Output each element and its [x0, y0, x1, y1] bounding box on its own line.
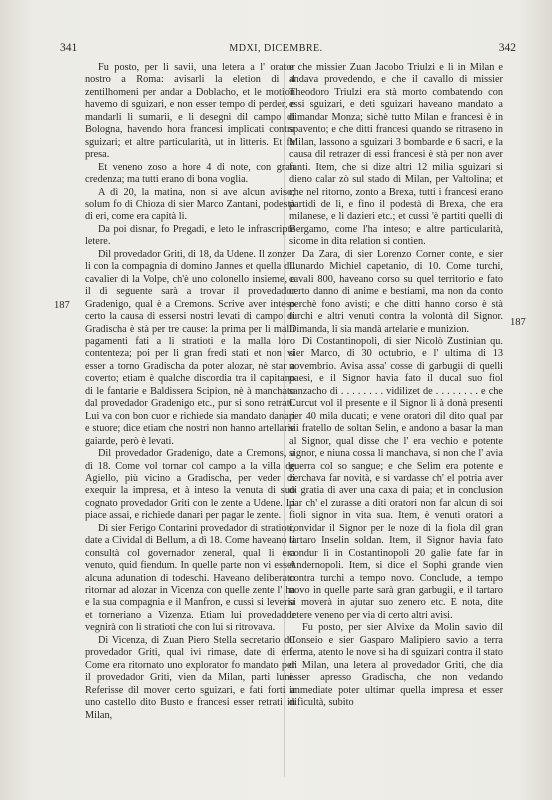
running-header: [0, 42, 552, 58]
paragraph: Fu posto, per li savii, una letera a l' orator nostro a Roma: avisarli la eletion di 4 zentilhomeni per andar a Doblacho, et le motion havemo di sguizari, e non esser tempo di perder, e mandarli li sumarii, e li desegni dil campo di Bologna, havendo hora francesi implicati contra sguizari; et altre particularità, ut in litteris. Et fu presa.: [85, 62, 295, 161]
right-text-column: [289, 62, 503, 710]
margin-number-left: 187: [54, 300, 70, 311]
paragraph: Da Zara, di sier Lorenzo Corner conte, e sier Lunardo Michiel capetanio, di 10. Come turchi, cavali 800, haveano corso su quel territorio e fato certo danno di anime e bestiami, ma non da conto perchè fono avisti; e che ditti hanno corso è stà turchi e altri venuti contra la volontà dil Signor. Dimanda, li sia mandà artelarie e munizion.: [289, 248, 503, 335]
margin-number-right: 187: [510, 317, 526, 328]
paragraph: Et veneno zoso a hore 4 di note, con gran credenza; ma tutti erano di bona voglia.: [85, 161, 295, 186]
left-text-column: [85, 62, 295, 722]
paragraph: Di Costantinopoli, di sier Nicolò Zustinian qu. sier Marco, di 30 octubrio, e l' ultima di 13 novembrio. Avisa assa' cosse di garbugii di quelli paesi, e il Signor havia fato il ducal suo fiol sanzacho di . . . . . . . . vidilizet de . . . . . . . . e che Curcut vol il presente e il Signor li à donà presenti per 40 mila ducati; e vene oratori dil dito qual par sii fratello de soltan Selin, e andono a basar la man al Signor, qual disse che l' era vechio e potente signor, e niuna cossa li manchava, si non che l' avia guerra col so sangue; e che Selim era potente e zerchava far novità, e si vardasse ch' el potria aver di gratia di aver una caxa di paia; et in conclusion par ch' el zurasse a diti oratori non far alcun di soi fioli signor in vita sua. Item, è venuti oratori a convidar il Signor per le noze di la fiola dil gran tartaro Inselin soldan. Item, il Signor havia fato condur lì in Costantinopoli 20 galie fate far in Andernopoli. Item, si dice el Sophì grande vien contra turchi a tempo novo. Conclude, a tempo novo in quelle parte sarà gran garbugii, e il tartaro si moverà in ajutar suo zenero etc. E nota, dite letere veneno per via di certo altri avisi.: [289, 335, 503, 621]
page-number-left: 341: [60, 42, 78, 54]
paragraph: Di sier Ferigo Contarini provedador di stratioti, date a Cividal di Bellum, a dì 18. Come haveano li consultà col governador zeneral, qual li era venuto, quid fiendum. In quelle parte non vi esser alcuna adunation di todeschi. Haveano deliberato ritornar ad alozar in Vicenza con quelle zente l' ha e la sua compagnia e il Manfron, e cussì si leveria et torneriano a Vizenza. Etiam lui provedador vegnirà con li stratioti che con lui si ritrovava.: [85, 522, 295, 634]
paragraph: e che missier Zuan Jacobo Triulzi e lì in Milan e andava provedendo, e che il cavallo di missier Theodoro Triulzi era stà morto combatendo con essi sguizari, e deti sguizari haveano mandato a dimandar Monza; sichè tutto Milan e francesi è in spavento; e che ditti francesi quando se ritraseno in Milan, lassono a sguizari 3 bombarde e 6 sacri, e la causa dil retrazer di essi francesi è stà per non aver fanti. Item, che si dize altri 12 milia sguizari si dieno calar zò sul stado di Milan, per Valtolina; et che nel ritorno, zonto a Brexa, tutti i francesi erano partidi de lì, e fino il podestà di Brexa, che era milanese, e li dazieri etc.; et cussì 'è partiti quelli di Bergamo, come l'ha inteso; e altre particularità, sicome in dita relation si contien.: [289, 62, 503, 248]
paragraph: Dil provedador Griti, di 18, da Udene. Il zonzer li con la compagnia di domino Jannes et quella dil cavalier di la Volpe, ch'è uno colonello insieme, e il dì seguente sarà a trovar il provedador Gradenigo, qual è a Cremons. Scrive aver inteso certo la causa di essersi nostri levati di campo di Gradischa è stà per tre cause: la prima per li malli pagamenti fati a li stratioti e la malla loro contenteza; poi per li gran fredi stati et non vi esser a torno Gradischa da poter alozar, nè star a coverto; etiam è qualche discordia tra il capitano di le fantarie e Baldissera Scipion, nè à manchato dal provedador Gradenigo etc., pur si sono retrati. Lui va con bon cuor e richiede sia mandato danari e stuore; dice etiam che nostri non hanno artellarie gaiarde, però è levati.: [85, 248, 295, 447]
page-number-right: 342: [498, 42, 516, 54]
paragraph: Dil provedador Gradenigo, date a Cremons, a dì 18. Come vol tornar col campo a la villa de Agiello, più vicino a Gradischa, per veder di exequir la impresa, et à inteso la venuta di suo cognato provedador Griti con le zente a Udene. Li piace assai, e richiede danari per pagar le zente.: [85, 448, 295, 522]
paragraph: Fu posto, per sier Alvixe da Molin savio dil Conseio e sier Gasparo Malipiero savio a terra ferma, atento le nove si ha di sguizari contra il stato di Milan, una letera al provedador Griti, che dia esser apresso Gradischa, che non vedando immediate poter ultimar quella impresa et esser dificultà, subito: [289, 622, 503, 709]
paragraph: A dì 20, la matina, non si ave alcun aviso; solum fo di Chioza di sier Marco Zantani, podestà di eri, come era capità li.: [85, 186, 295, 223]
paragraph: Di Vicenza, di Zuan Piero Stella secretario dil provedador Griti, qual ivi rimase, date di eri. Come era ritornato uno explorator fo mandato per il provedador Griti, vien da Milan, parti luni. Referisse dil mover certo sguizari, e fati forti a uno castello dito Busto e francesi esser retrati in Milan,: [85, 634, 295, 721]
running-title: MDXI, DICEMBRE.: [229, 43, 323, 54]
paragraph: Da poi disnar, fo Pregadi, e leto le infrascripte letere.: [85, 223, 295, 248]
